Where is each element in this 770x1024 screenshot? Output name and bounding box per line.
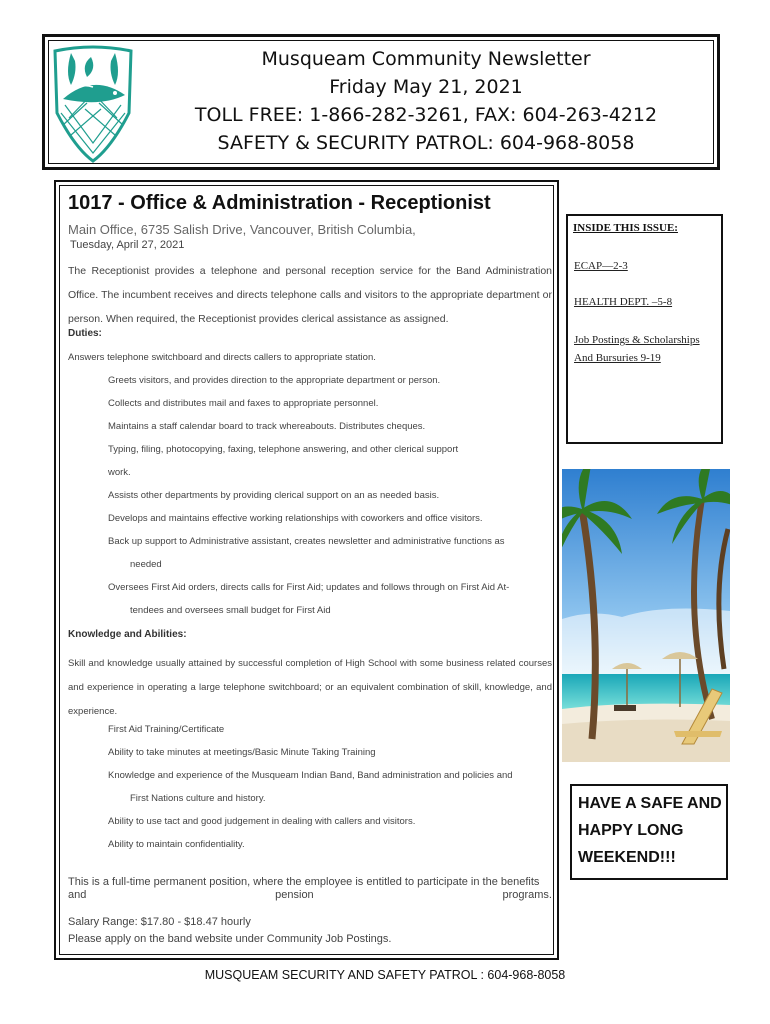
ability-item: First Nations culture and history. <box>130 793 266 804</box>
duty-item: Maintains a staff calendar board to track whereabouts. Distributes cheques. <box>108 421 426 432</box>
ability-item: Ability to maintain confidentiality. <box>108 839 245 850</box>
employment-terms-line2 <box>68 889 552 902</box>
apply-instructions: Please apply on the band website under Community Job Postings. <box>68 933 392 945</box>
duty-item: Typing, filing, photocopying, faxing, telephone answering, and other clerical support <box>108 444 459 455</box>
weekend-message-box <box>570 784 728 880</box>
terms-word-programs: programs. <box>502 889 552 901</box>
toll-free-fax: TOLL FREE: 1-866-282-3261, FAX: 604-263-4212 <box>194 104 658 126</box>
duty-item: Develops and maintains effective working relationships with coworkers and office visitors. <box>108 513 483 524</box>
job-title: 1017 - Office & Administration - Receptionist <box>68 192 491 214</box>
ability-item: Ability to use tact and good judgement in dealing with callers and visitors. <box>108 816 416 827</box>
musqueam-salmon-logo-icon <box>51 43 135 163</box>
weekend-message <box>578 790 728 871</box>
weekend-line-1: HAVE A SAFE AND <box>578 795 722 812</box>
job-posting-article <box>54 180 559 960</box>
duty-item: tendees and oversees small budget for First Aid <box>130 605 331 616</box>
weekend-line-3: WEEKEND!!! <box>578 849 676 866</box>
ability-item: Knowledge and experience of the Musqueam Indian Band, Band administration and policies and <box>108 770 513 781</box>
duty-item: Oversees First Aid orders, directs calls for First Aid; updates and follows through on First Aid At- <box>108 582 510 593</box>
beach-palm-trees-image <box>562 469 730 762</box>
knowledge-abilities-heading: Knowledge and Abilities: <box>68 629 187 640</box>
terms-word-and: and <box>68 889 87 901</box>
newsletter-title: Musqueam Community Newsletter <box>261 48 591 70</box>
duty-item: Answers telephone switchboard and directs callers to appropriate station. <box>68 352 376 363</box>
duty-item: needed <box>130 559 162 570</box>
employment-terms <box>68 876 552 902</box>
newsletter-header <box>42 34 720 170</box>
duty-item: Greets visitors, and provides direction to the appropriate department or person. <box>108 375 441 386</box>
header-text <box>145 45 707 157</box>
issue-item-bursaries[interactable]: And Bursuries 9-19 <box>574 352 661 364</box>
knowledge-abilities-text: Skill and knowledge usually attained by successful completion of High School with some business related courses and experience in operating a large telephone switchboard; or an equivalent combination of skill, knowledge, and experience. <box>68 658 552 717</box>
duties-heading: Duties: <box>68 328 102 339</box>
safety-patrol-phone: SAFETY & SECURITY PATROL: 604-968-8058 <box>217 132 635 154</box>
ability-item: First Aid Training/Certificate <box>108 724 225 735</box>
article-inner-border <box>59 185 554 955</box>
weekend-line-2: HAPPY LONG <box>578 822 684 839</box>
job-location: Main Office, 6735 Salish Drive, Vancouver, British Columbia, <box>68 222 416 237</box>
issue-item-ecap[interactable]: ECAP—2-3 <box>574 260 628 272</box>
inside-this-issue-box <box>566 214 723 444</box>
issue-item-health[interactable]: HEALTH DEPT. –5-8 <box>574 296 673 308</box>
job-summary: The Receptionist provides a telephone and personal reception service for the Band Administration Office. The incumbent receives and directs telephone calls and visitors to the appropriate department or person. When required, the Receptionist provides clerical assistance as assigned. <box>68 265 552 325</box>
duty-item: Assists other departments by providing clerical support on an as needed basis. <box>108 490 440 501</box>
terms-word-pension: pension <box>275 889 314 901</box>
duty-item: work. <box>108 467 131 478</box>
ability-item: Ability to take minutes at meetings/Basic Minute Taking Training <box>108 747 376 758</box>
salary-range: Salary Range: $17.80 - $18.47 hourly <box>68 916 251 928</box>
employment-terms-line1: This is a full-time permanent position, where the employee is entitled to participate in the benefits <box>68 876 540 888</box>
duty-item: Collects and distributes mail and faxes to appropriate personnel. <box>108 398 379 409</box>
inside-this-issue-heading: INSIDE THIS ISSUE: <box>573 222 678 234</box>
newsletter-date: Friday May 21, 2021 <box>329 76 523 98</box>
issue-item-job-postings[interactable]: Job Postings & Scholarships <box>574 334 700 346</box>
duty-item: Back up support to Administrative assistant, creates newsletter and administrative functions as <box>108 536 505 547</box>
footer-patrol-contact: MUSQUEAM SECURITY AND SAFETY PATROL : 604-968-8058 <box>204 968 566 982</box>
posted-date: Tuesday, April 27, 2021 <box>70 239 185 251</box>
